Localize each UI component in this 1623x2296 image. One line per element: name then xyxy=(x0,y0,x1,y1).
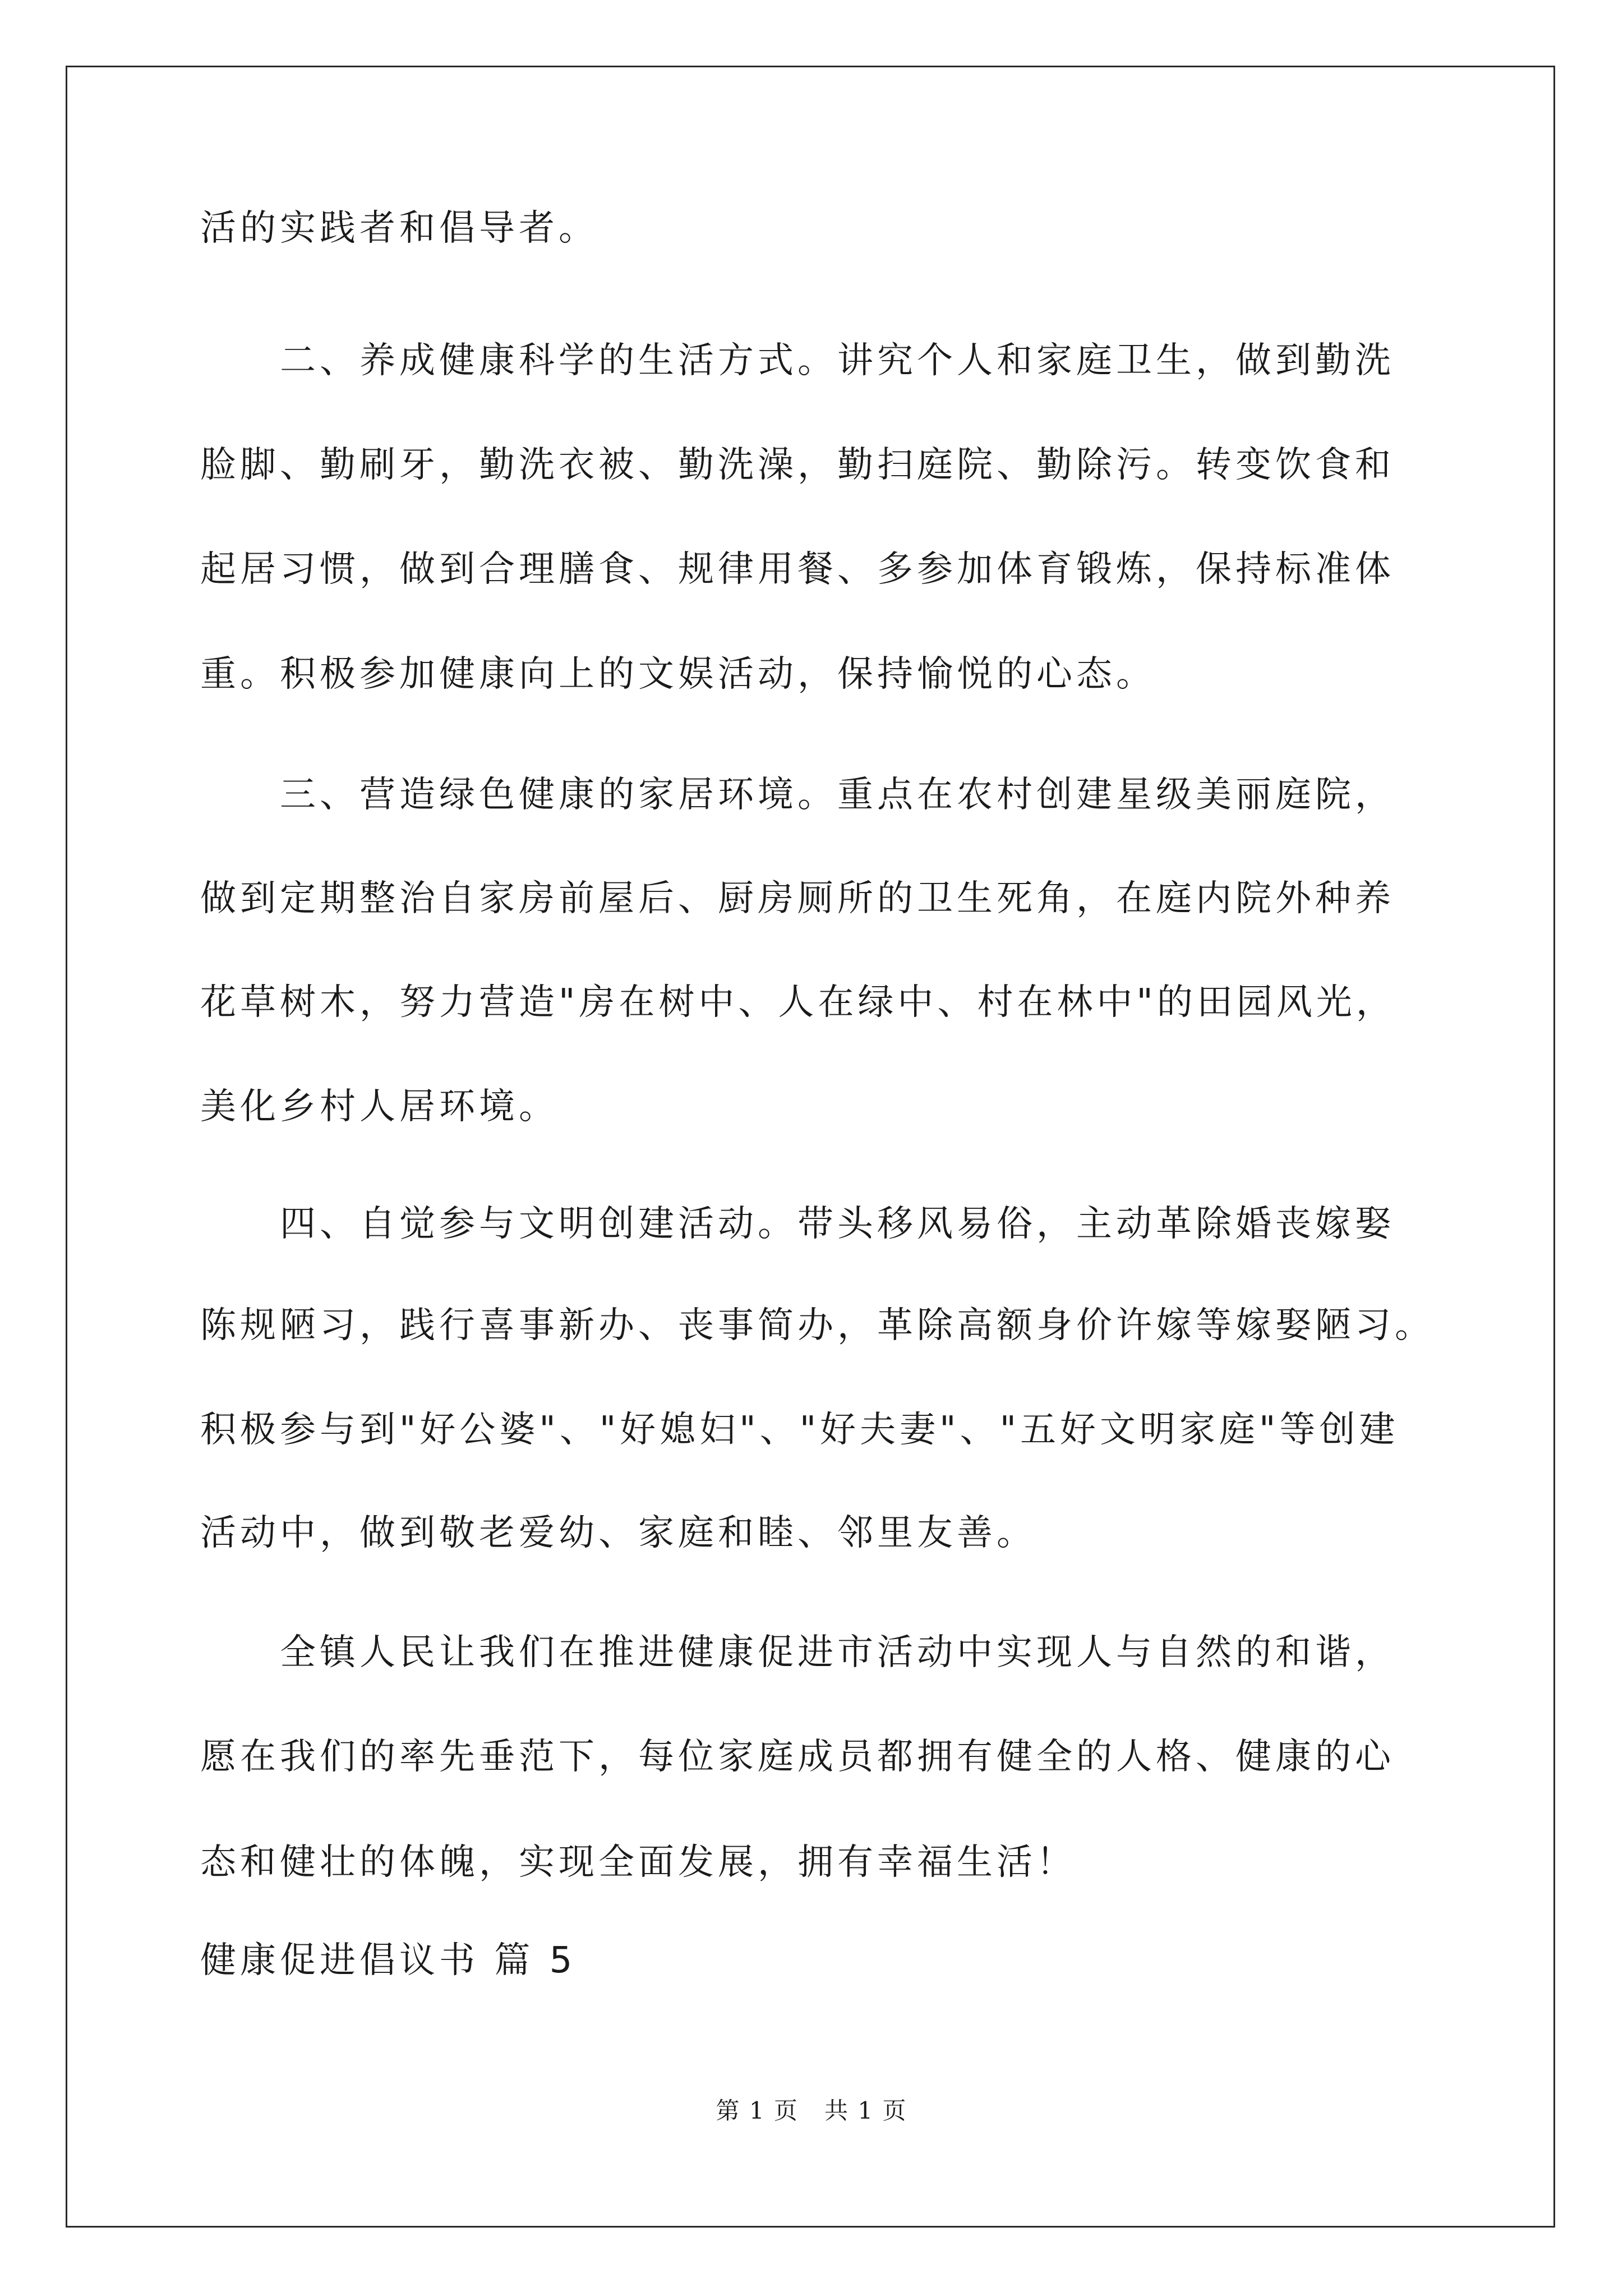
body-text-line: 三、营造绿色健康的家居环境。重点在农村创建星级美丽庭院， xyxy=(200,774,1395,816)
page-border xyxy=(66,66,1555,2228)
body-text-line: 陈规陋习，践行喜事新办、丧事简办，革除高额身价许嫁等嫁娶陋习。 xyxy=(200,1305,1435,1346)
body-text-line: 积极参与到"好公婆"、"好媳妇"、"好夫妻"、"五好文明家庭"等创建 xyxy=(200,1409,1399,1451)
body-text-line: 花草树木，努力营造"房在树中、人在绿中、村在林中"的田园风光， xyxy=(200,982,1396,1023)
body-text-line: 脸脚、勤刷牙，勤洗衣被、勤洗澡，勤扫庭院、勤除污。转变饮食和 xyxy=(200,444,1395,486)
body-text-line: 态和健壮的体魄，实现全面发展，拥有幸福生活！ xyxy=(200,1842,1076,1883)
body-text-line: 愿在我们的率先垂范下，每位家庭成员都拥有健全的人格、健康的心 xyxy=(200,1736,1395,1778)
body-text-line: 起居习惯，做到合理膳食、规律用餐、多参加体育锻炼，保持标准体 xyxy=(200,549,1395,590)
body-text-line: 做到定期整治自家房前屋后、厨房厕所的卫生死角，在庭内院外种养 xyxy=(200,878,1395,919)
page-footer: 第 1 页 共 1 页 xyxy=(716,2097,907,2124)
body-text-line: 重。积极参加健康向上的文娱活动，保持愉悦的心态。 xyxy=(200,654,1156,695)
body-text-line: 二、养成健康科学的生活方式。讲究个人和家庭卫生，做到勤洗 xyxy=(200,340,1395,381)
body-text-line: 活的实践者和倡导者。 xyxy=(200,208,598,249)
body-text-line: 全镇人民让我们在推进健康促进市活动中实现人与自然的和谐， xyxy=(200,1632,1395,1673)
body-text-line: 四、自觉参与文明创建活动。带头移风易俗，主动革除婚丧嫁娶 xyxy=(200,1203,1395,1245)
section-heading: 健康促进倡议书 篇 5 xyxy=(200,1940,577,1981)
body-text-line: 活动中，做到敬老爱幼、家庭和睦、邻里友善。 xyxy=(200,1512,1036,1554)
body-text-line: 美化乡村人居环境。 xyxy=(200,1086,559,1128)
